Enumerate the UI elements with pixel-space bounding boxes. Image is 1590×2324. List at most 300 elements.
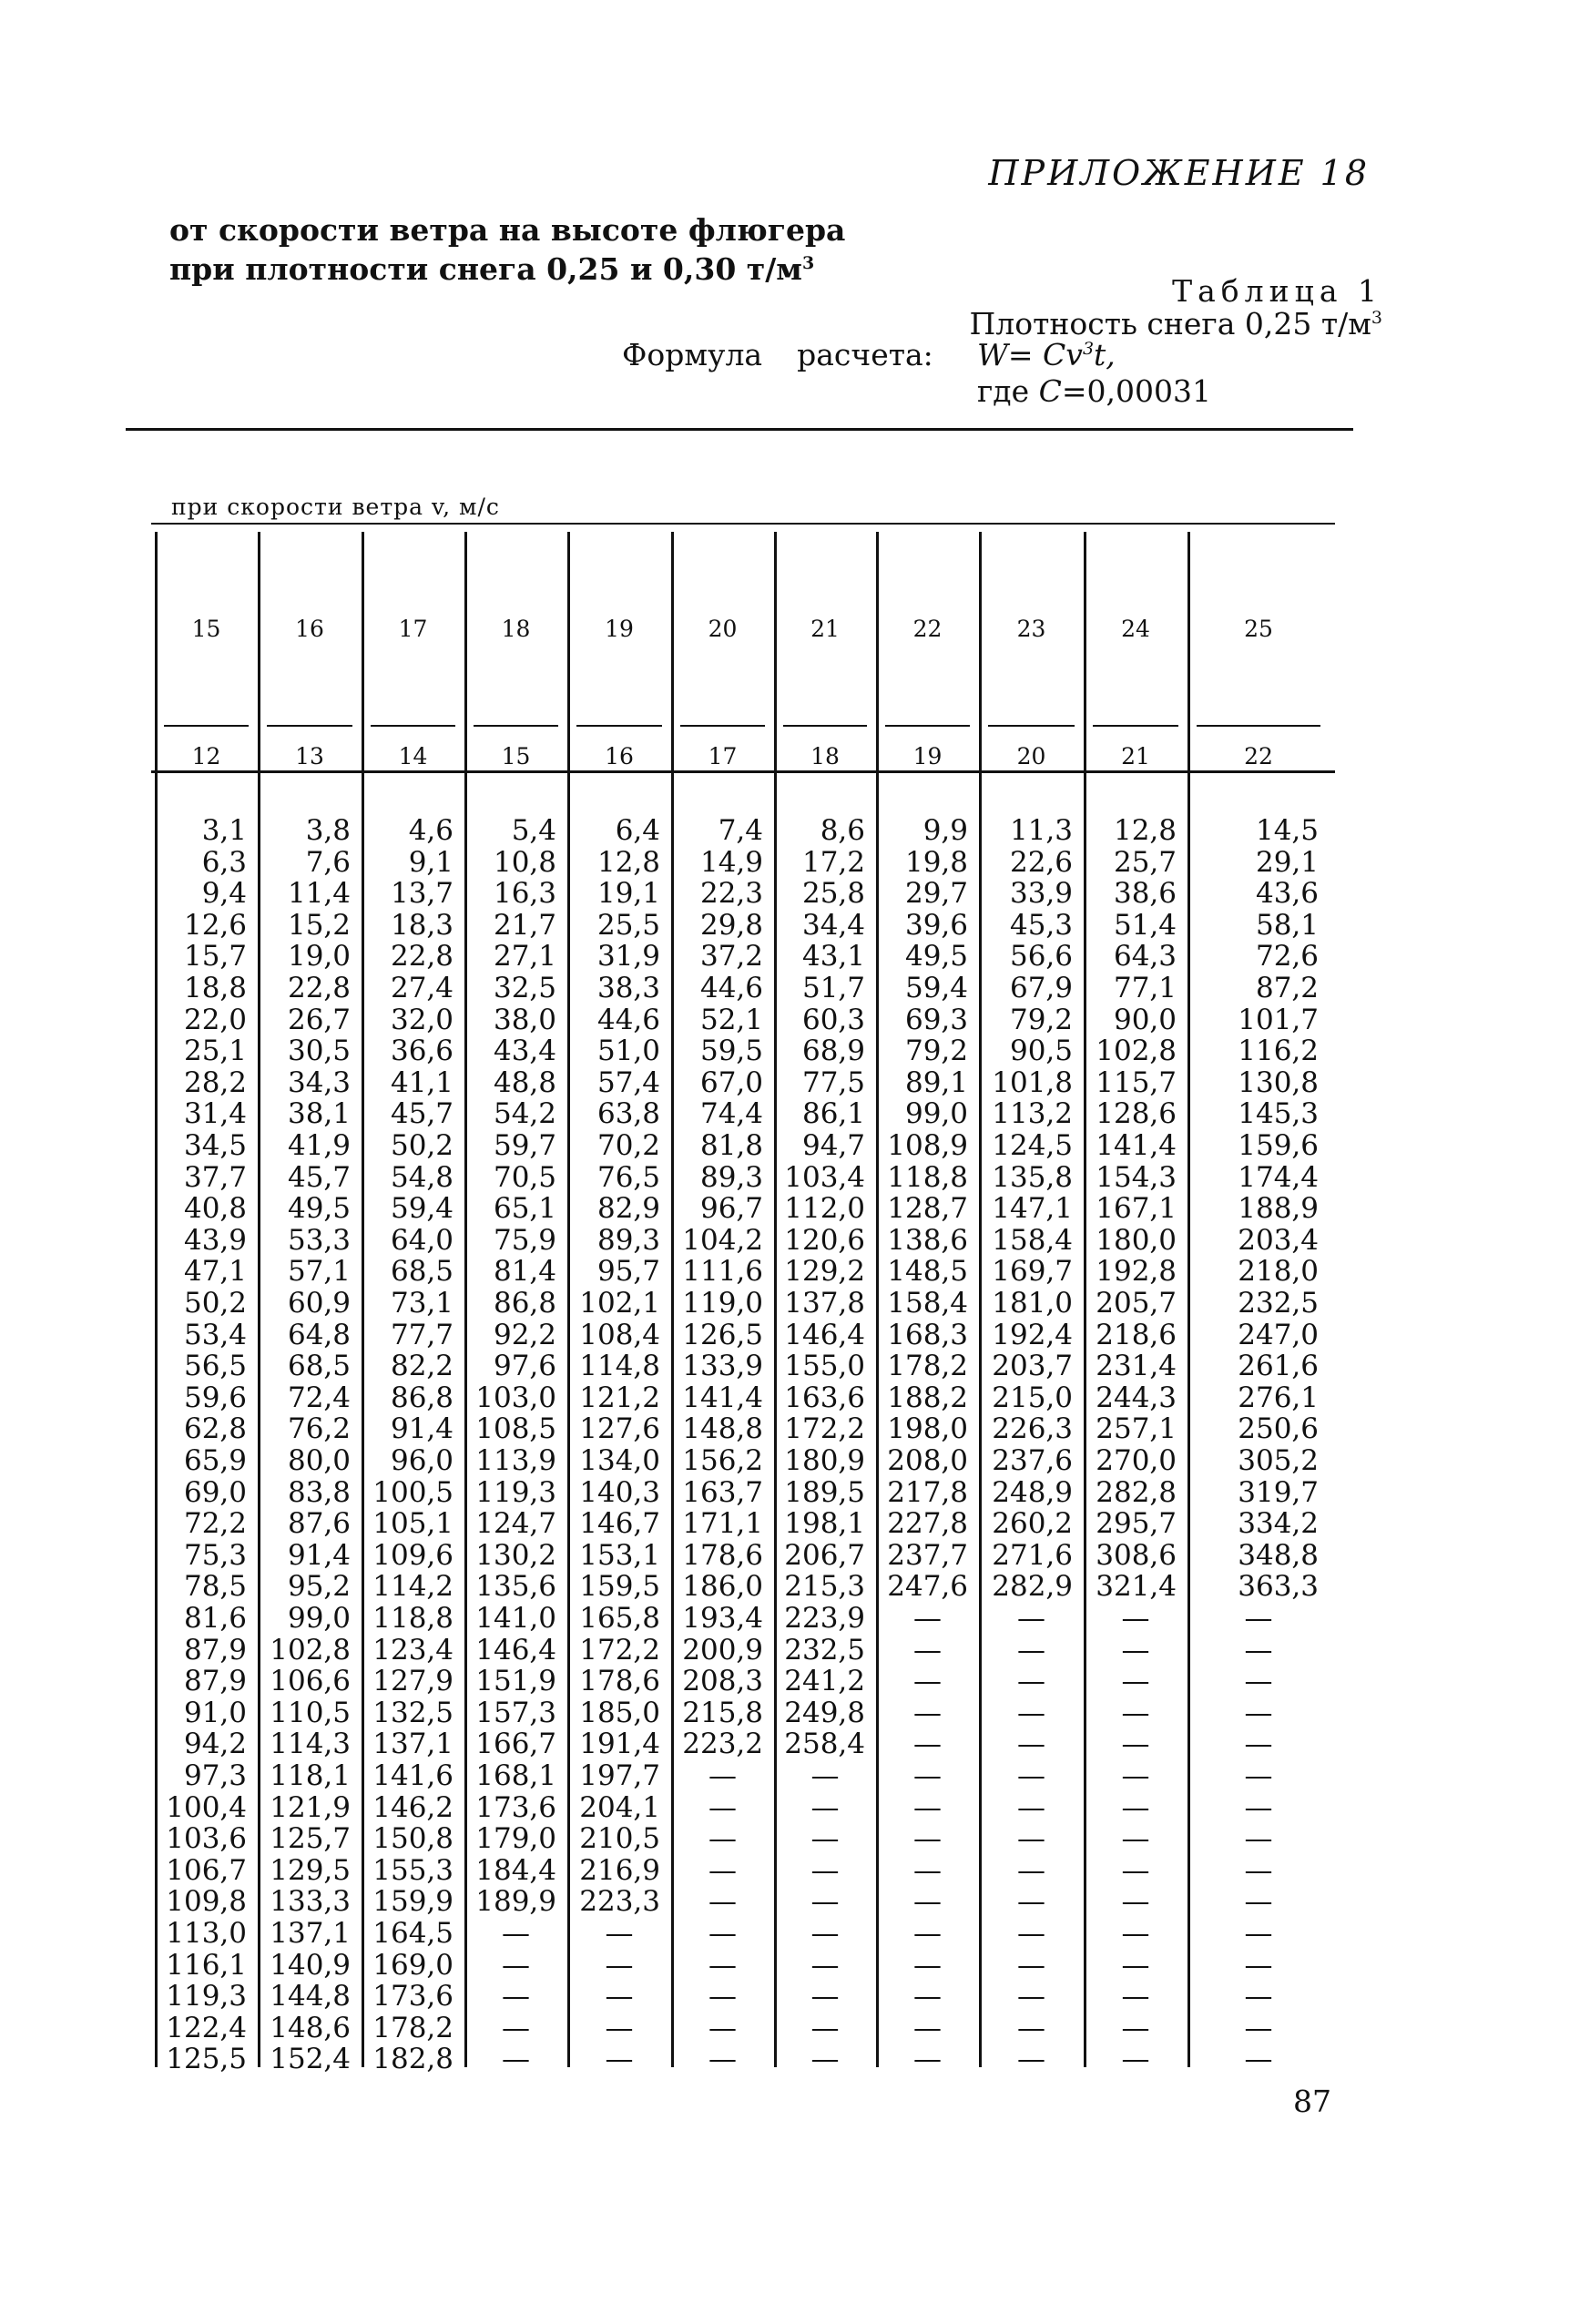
table-cell: — (1121, 2011, 1150, 2044)
table-cell: — (1244, 1759, 1273, 1792)
coefficient (977, 373, 1211, 409)
table-cell: 217,8 (887, 1475, 968, 1509)
table-cell: — (502, 1948, 530, 1982)
table-cell: 119,3 (475, 1475, 556, 1509)
table-cell: 363,3 (1238, 1570, 1319, 1604)
table-cell: 97,3 (183, 1759, 247, 1792)
table-cell: — (708, 2011, 737, 2044)
table-cell: 11,3 (1009, 814, 1073, 847)
table-cell: 36,6 (390, 1035, 454, 1068)
table-cell: 26,7 (287, 1003, 351, 1036)
table-cell: 146,7 (579, 1507, 660, 1541)
coef-where: где (977, 373, 1039, 409)
table-cell: 124,5 (992, 1129, 1073, 1162)
table-cell: 7,6 (305, 845, 351, 879)
table-cell: 63,8 (596, 1097, 660, 1131)
speed-header: 17 (398, 616, 428, 642)
table-cell: 125,5 (166, 2043, 247, 2076)
table-cell: 64,3 (1113, 940, 1177, 973)
table-cell: 188,9 (1238, 1192, 1319, 1226)
table-cell: 68,9 (801, 1035, 865, 1068)
table-cell: 40,8 (183, 1192, 247, 1226)
table-cell: 89,3 (699, 1160, 763, 1194)
table-cell: 32,0 (390, 1003, 454, 1036)
table-cell: 60,9 (287, 1287, 351, 1320)
table-cell: 110,5 (270, 1696, 351, 1729)
table-cell: 57,4 (596, 1065, 660, 1099)
table-cell: — (1017, 1885, 1045, 1919)
table-cell: — (1121, 1822, 1150, 1856)
table-cell: 59,7 (493, 1129, 556, 1162)
table-cell: 43,4 (493, 1035, 556, 1068)
table-cell: 80,0 (287, 1444, 351, 1477)
table-cell: 103,4 (784, 1160, 865, 1194)
table-cell: — (913, 1885, 942, 1919)
table-cell: 121,9 (270, 1790, 351, 1824)
speed-header: 15 (191, 616, 221, 642)
table-cell: 56,5 (183, 1350, 247, 1383)
table-cell: 192,4 (992, 1318, 1073, 1351)
table-cell: 41,9 (287, 1129, 351, 1162)
table-cell: 114,2 (372, 1570, 454, 1604)
table-cell: 189,5 (784, 1475, 865, 1509)
table-cell: 54,2 (493, 1097, 556, 1131)
table-cell: 189,9 (475, 1885, 556, 1919)
table-cell: 141,0 (475, 1602, 556, 1635)
table-cell: 78,5 (183, 1570, 247, 1604)
table-cell: — (1244, 1790, 1273, 1824)
table-cell: 95,7 (596, 1255, 660, 1289)
table-cell: 146,4 (475, 1633, 556, 1667)
table-cell: 155,0 (784, 1350, 865, 1383)
table-cell: 145,3 (1238, 1097, 1319, 1131)
table-cell: 215,8 (682, 1696, 763, 1729)
table-cell: 124,7 (475, 1507, 556, 1541)
table-cell: 120,6 (784, 1223, 865, 1257)
formula-sup: 3 (1082, 339, 1095, 359)
table-cell: — (913, 1948, 942, 1982)
table-cell: 172,2 (579, 1633, 660, 1667)
table-cell: 76,2 (287, 1412, 351, 1446)
table-cell: 198,1 (784, 1507, 865, 1541)
table-cell: 82,2 (390, 1350, 454, 1383)
table-cell: 45,3 (1009, 908, 1073, 942)
table-cell: 87,9 (183, 1665, 247, 1698)
table-cell: 68,5 (390, 1255, 454, 1289)
table-cell: — (1244, 1633, 1273, 1667)
table-cell: 295,7 (1096, 1507, 1177, 1541)
table-cell: — (502, 1917, 530, 1950)
table-cell: 115,7 (1096, 1065, 1177, 1099)
table-cell: 215,0 (992, 1381, 1073, 1414)
table-cell: 113,0 (166, 1917, 247, 1950)
table-cell: 223,9 (784, 1602, 865, 1635)
table-cell: 173,6 (475, 1790, 556, 1824)
table-cell: 44,6 (596, 1003, 660, 1036)
table-cell: — (913, 2043, 942, 2076)
table-cell: 51,0 (596, 1035, 660, 1068)
appendix-label: ПРИЛОЖЕНИЕ 18 (988, 153, 1370, 193)
header-separator (885, 725, 970, 727)
table-cell: — (1121, 1853, 1150, 1887)
table-cell: 11,4 (287, 877, 351, 911)
rule-header-top (151, 523, 1335, 525)
table-cell: 241,2 (784, 1665, 865, 1698)
table-cell: 81,6 (183, 1602, 247, 1635)
column-index: 14 (398, 743, 428, 770)
rule-index-bottom (151, 770, 1335, 773)
table-cell: 159,6 (1238, 1129, 1319, 1162)
table-cell: — (502, 2043, 530, 2076)
table-cell: 6,4 (615, 814, 660, 847)
table-cell: 109,8 (166, 1885, 247, 1919)
table-cell: 72,6 (1255, 940, 1319, 973)
table-cell: 56,6 (1009, 940, 1073, 973)
table-cell: 100,5 (372, 1475, 454, 1509)
table-cell: 151,9 (475, 1665, 556, 1698)
table-cell: — (1121, 1665, 1150, 1698)
table-cell: 9,4 (201, 877, 247, 911)
table-cell: — (1121, 1728, 1150, 1761)
header-separator (371, 725, 455, 727)
table-cell: 99,0 (904, 1097, 968, 1131)
table-cell: 184,4 (475, 1853, 556, 1887)
table-cell: 69,3 (904, 1003, 968, 1036)
table-cell: 97,6 (493, 1350, 556, 1383)
table-cell: 25,8 (801, 877, 865, 911)
table-cell: — (605, 1980, 634, 2013)
heading-line-2 (169, 247, 845, 286)
table-cell: 308,6 (1096, 1538, 1177, 1572)
table-cell: 193,4 (682, 1602, 763, 1635)
table-cell: — (1017, 1696, 1045, 1729)
table-cell: 58,1 (1255, 908, 1319, 942)
table-cell: 79,2 (904, 1035, 968, 1068)
table-cell: 37,2 (699, 940, 763, 973)
table-cell: 38,1 (287, 1097, 351, 1131)
table-cell: — (708, 2043, 737, 2076)
column-divider (1084, 532, 1086, 2067)
table-cell: — (913, 1853, 942, 1887)
table-cell: 232,5 (1238, 1287, 1319, 1320)
table-cell: 65,1 (493, 1192, 556, 1226)
table-cell: — (502, 1980, 530, 2013)
table-cell: 14,9 (699, 845, 763, 879)
table-cell: 215,3 (784, 1570, 865, 1604)
table-cell: 3,8 (305, 814, 351, 847)
column-divider (774, 532, 777, 2067)
table-cell: — (1121, 1885, 1150, 1919)
table-cell: 282,8 (1096, 1475, 1177, 1509)
column-divider (979, 532, 982, 2067)
speed-header: 18 (501, 616, 531, 642)
table-cell: — (1121, 1759, 1150, 1792)
table-cell: 81,8 (699, 1129, 763, 1162)
table-cell: 150,8 (372, 1822, 454, 1856)
table-cell: 4,6 (408, 814, 454, 847)
table-cell: — (1244, 1948, 1273, 1982)
table-cell: 141,6 (372, 1759, 454, 1792)
table-cell: — (913, 1790, 942, 1824)
table-cell: 119,3 (166, 1980, 247, 2013)
speed-header: 20 (708, 616, 738, 642)
table-cell: — (1244, 1917, 1273, 1950)
table-cell: 208,0 (887, 1444, 968, 1477)
table-cell: 29,1 (1255, 845, 1319, 879)
table-number: Таблица 1 (1172, 273, 1382, 309)
column-divider (362, 532, 364, 2067)
table-cell: 116,1 (166, 1948, 247, 1982)
table-cell: 126,5 (682, 1318, 763, 1351)
table-cell: 148,8 (682, 1412, 763, 1446)
table-cell: — (1244, 2043, 1273, 2076)
table-cell: 91,0 (183, 1696, 247, 1729)
table-cell: 75,9 (493, 1223, 556, 1257)
table-cell: 9,9 (922, 814, 968, 847)
table-cell: 203,7 (992, 1350, 1073, 1383)
table-cell: — (1244, 1822, 1273, 1856)
table-cell: 94,7 (801, 1129, 865, 1162)
table-cell: 27,1 (493, 940, 556, 973)
table-cell: 121,2 (579, 1381, 660, 1414)
coef-value: =0,00031 (1061, 373, 1212, 409)
table-cell: 102,8 (1096, 1035, 1177, 1068)
table-cell: 216,9 (579, 1853, 660, 1887)
table-cell: 223,3 (579, 1885, 660, 1919)
table-cell: 163,7 (682, 1475, 763, 1509)
table-cell: 223,2 (682, 1728, 763, 1761)
table-cell: 154,3 (1096, 1160, 1177, 1194)
table-heading (169, 213, 845, 286)
column-divider (567, 532, 570, 2067)
table-cell: 141,4 (682, 1381, 763, 1414)
table-cell: 67,0 (699, 1065, 763, 1099)
table-cell: 43,1 (801, 940, 865, 973)
table-cell: 119,0 (682, 1287, 763, 1320)
table-cell: 103,6 (166, 1822, 247, 1856)
table-cell: 257,1 (1096, 1412, 1177, 1446)
table-cell: 50,2 (183, 1287, 247, 1320)
table-cell: 106,6 (270, 1665, 351, 1698)
table-cell: 271,6 (992, 1538, 1073, 1572)
table-cell: 9,1 (408, 845, 454, 879)
table-cell: — (605, 2011, 634, 2044)
table-cell: 118,1 (270, 1759, 351, 1792)
table-cell: 94,2 (183, 1728, 247, 1761)
table-cell: 158,4 (992, 1223, 1073, 1257)
table-cell: 116,2 (1238, 1035, 1319, 1068)
table-cell: 51,4 (1113, 908, 1177, 942)
table-cell: — (810, 1885, 840, 1919)
table-cell: 152,4 (270, 2043, 351, 2076)
table-cell: — (1017, 2011, 1045, 2044)
table-cell: — (1017, 1602, 1045, 1635)
table-cell: 137,1 (372, 1728, 454, 1761)
table-cell: 200,9 (682, 1633, 763, 1667)
table-cell: — (605, 2043, 634, 2076)
table-cell: 208,3 (682, 1665, 763, 1698)
table-cell: 114,3 (270, 1728, 351, 1761)
table-cell: 129,2 (784, 1255, 865, 1289)
table-cell: 226,3 (992, 1412, 1073, 1446)
table-cell: — (810, 1980, 840, 2013)
table-cell: 30,5 (287, 1035, 351, 1068)
table-cell: 204,1 (579, 1790, 660, 1824)
table-cell: 206,7 (784, 1538, 865, 1572)
table-cell: 38,3 (596, 972, 660, 1004)
table-cell: 118,8 (372, 1602, 454, 1635)
table-cell: 74,4 (699, 1097, 763, 1131)
column-index: 17 (708, 743, 738, 770)
table-cell: — (708, 1980, 737, 2013)
table-cell: — (708, 1885, 737, 1919)
table-cell: 12,8 (1113, 814, 1177, 847)
table-cell: — (605, 1948, 634, 1982)
table-cell: — (1244, 1728, 1273, 1761)
table-cell: 173,6 (372, 1980, 454, 2013)
table-cell: 25,7 (1113, 845, 1177, 879)
table-cell: 25,1 (183, 1035, 247, 1068)
table-cell: 319,7 (1238, 1475, 1319, 1509)
table-cell: 270,0 (1096, 1444, 1177, 1477)
table-cell: 185,0 (579, 1696, 660, 1729)
table-cell: 100,4 (166, 1790, 247, 1824)
table-cell: — (810, 1759, 840, 1792)
formula-main: W= Cv (977, 337, 1083, 372)
table-cell: 19,8 (904, 845, 968, 879)
table-cell: — (1121, 1917, 1150, 1950)
table-cell: — (1244, 1885, 1273, 1919)
table-cell: 140,3 (579, 1475, 660, 1509)
table-cell: — (1017, 1728, 1045, 1761)
table-cell: 39,6 (904, 908, 968, 942)
table-cell: 54,8 (390, 1160, 454, 1194)
formula-label-word: Формула (622, 337, 763, 372)
column-divider (876, 532, 879, 2067)
table-cell: 138,6 (887, 1223, 968, 1257)
table-cell: 135,6 (475, 1570, 556, 1604)
table-cell: 108,4 (579, 1318, 660, 1351)
table-cell: 192,8 (1096, 1255, 1177, 1289)
table-cell: — (1244, 1853, 1273, 1887)
table-cell: 114,8 (579, 1350, 660, 1383)
table-cell: — (810, 2043, 840, 2076)
column-index: 18 (810, 743, 840, 770)
table-cell: 64,0 (390, 1223, 454, 1257)
table-cell: 171,1 (682, 1507, 763, 1541)
header-separator (680, 725, 765, 727)
table-cell: — (1017, 1822, 1045, 1856)
table-cell: — (1121, 1790, 1150, 1824)
table-cell: — (913, 1633, 942, 1667)
table-cell: 22,8 (390, 940, 454, 973)
table-cell: 250,6 (1238, 1412, 1319, 1446)
table-cell: 90,5 (1009, 1035, 1073, 1068)
table-cell: 129,5 (270, 1853, 351, 1887)
heading-line-2-sup: 3 (801, 253, 815, 273)
table-cell: — (502, 2011, 530, 2044)
table-cell: 180,9 (784, 1444, 865, 1477)
table-cell: 92,2 (493, 1318, 556, 1351)
table-cell: 159,9 (372, 1885, 454, 1919)
header-separator (1093, 725, 1178, 727)
table-cell: 69,0 (183, 1475, 247, 1509)
table-cell: 43,6 (1255, 877, 1319, 911)
header-separator (783, 725, 867, 727)
table-cell: 147,1 (992, 1192, 1073, 1226)
table-cell: 22,3 (699, 877, 763, 911)
table-cell: 158,4 (887, 1287, 968, 1320)
table-cell: 105,1 (372, 1507, 454, 1541)
table-cell: 16,3 (493, 877, 556, 911)
table-cell: 113,9 (475, 1444, 556, 1477)
table-cell: 29,8 (699, 908, 763, 942)
column-index: 13 (295, 743, 324, 770)
table-cell: — (708, 1853, 737, 1887)
table-cell: 127,6 (579, 1412, 660, 1446)
table-cell: 70,2 (596, 1129, 660, 1162)
table-cell: 128,7 (887, 1192, 968, 1226)
table-cell: 64,8 (287, 1318, 351, 1351)
table-cell: 122,4 (166, 2011, 247, 2044)
speed-header: 19 (605, 616, 634, 642)
table-cell: 91,4 (390, 1412, 454, 1446)
table-cell: 53,4 (183, 1318, 247, 1351)
table-cell: 27,4 (390, 972, 454, 1004)
table-cell: 178,2 (887, 1350, 968, 1383)
table-cell: 133,9 (682, 1350, 763, 1383)
table-cell: 111,6 (682, 1255, 763, 1289)
table-cell: 232,5 (784, 1633, 865, 1667)
table-cell: 13,7 (390, 877, 454, 911)
table-cell: 86,8 (493, 1287, 556, 1320)
table-cell: 79,2 (1009, 1003, 1073, 1036)
table-cell: 10,8 (493, 845, 556, 879)
table-cell: 57,1 (287, 1255, 351, 1289)
table-cell: 113,2 (992, 1097, 1073, 1131)
table-cell: — (1121, 1948, 1150, 1982)
table-cell: 134,0 (579, 1444, 660, 1477)
table-cell: — (913, 1602, 942, 1635)
table-cell: 244,3 (1096, 1381, 1177, 1414)
column-index: 22 (1244, 743, 1273, 770)
table-cell: 140,9 (270, 1948, 351, 1982)
table-cell: 68,5 (287, 1350, 351, 1383)
table-cell: — (1017, 1665, 1045, 1698)
table-cell: 81,4 (493, 1255, 556, 1289)
table-cell: 163,6 (784, 1381, 865, 1414)
table-cell: 34,4 (801, 908, 865, 942)
table-cell: — (913, 1728, 942, 1761)
table-cell: 203,4 (1238, 1223, 1319, 1257)
table-cell: 25,5 (596, 908, 660, 942)
table-cell: 141,4 (1096, 1129, 1177, 1162)
table-cell: 197,7 (579, 1759, 660, 1792)
table-cell: 218,0 (1238, 1255, 1319, 1289)
table-cell: 49,5 (904, 940, 968, 973)
table-cell: 49,5 (287, 1192, 351, 1226)
table-cell: — (810, 1822, 840, 1856)
table-cell: 144,8 (270, 1980, 351, 2013)
table-cell: 146,2 (372, 1790, 454, 1824)
table-cell: 305,2 (1238, 1444, 1319, 1477)
table-cell: 109,6 (372, 1538, 454, 1572)
table-cell: 164,5 (372, 1917, 454, 1950)
table-cell: — (605, 1917, 634, 1950)
table-cell: — (708, 1948, 737, 1982)
table-cell: 28,2 (183, 1065, 247, 1099)
table-cell: — (913, 1917, 942, 1950)
